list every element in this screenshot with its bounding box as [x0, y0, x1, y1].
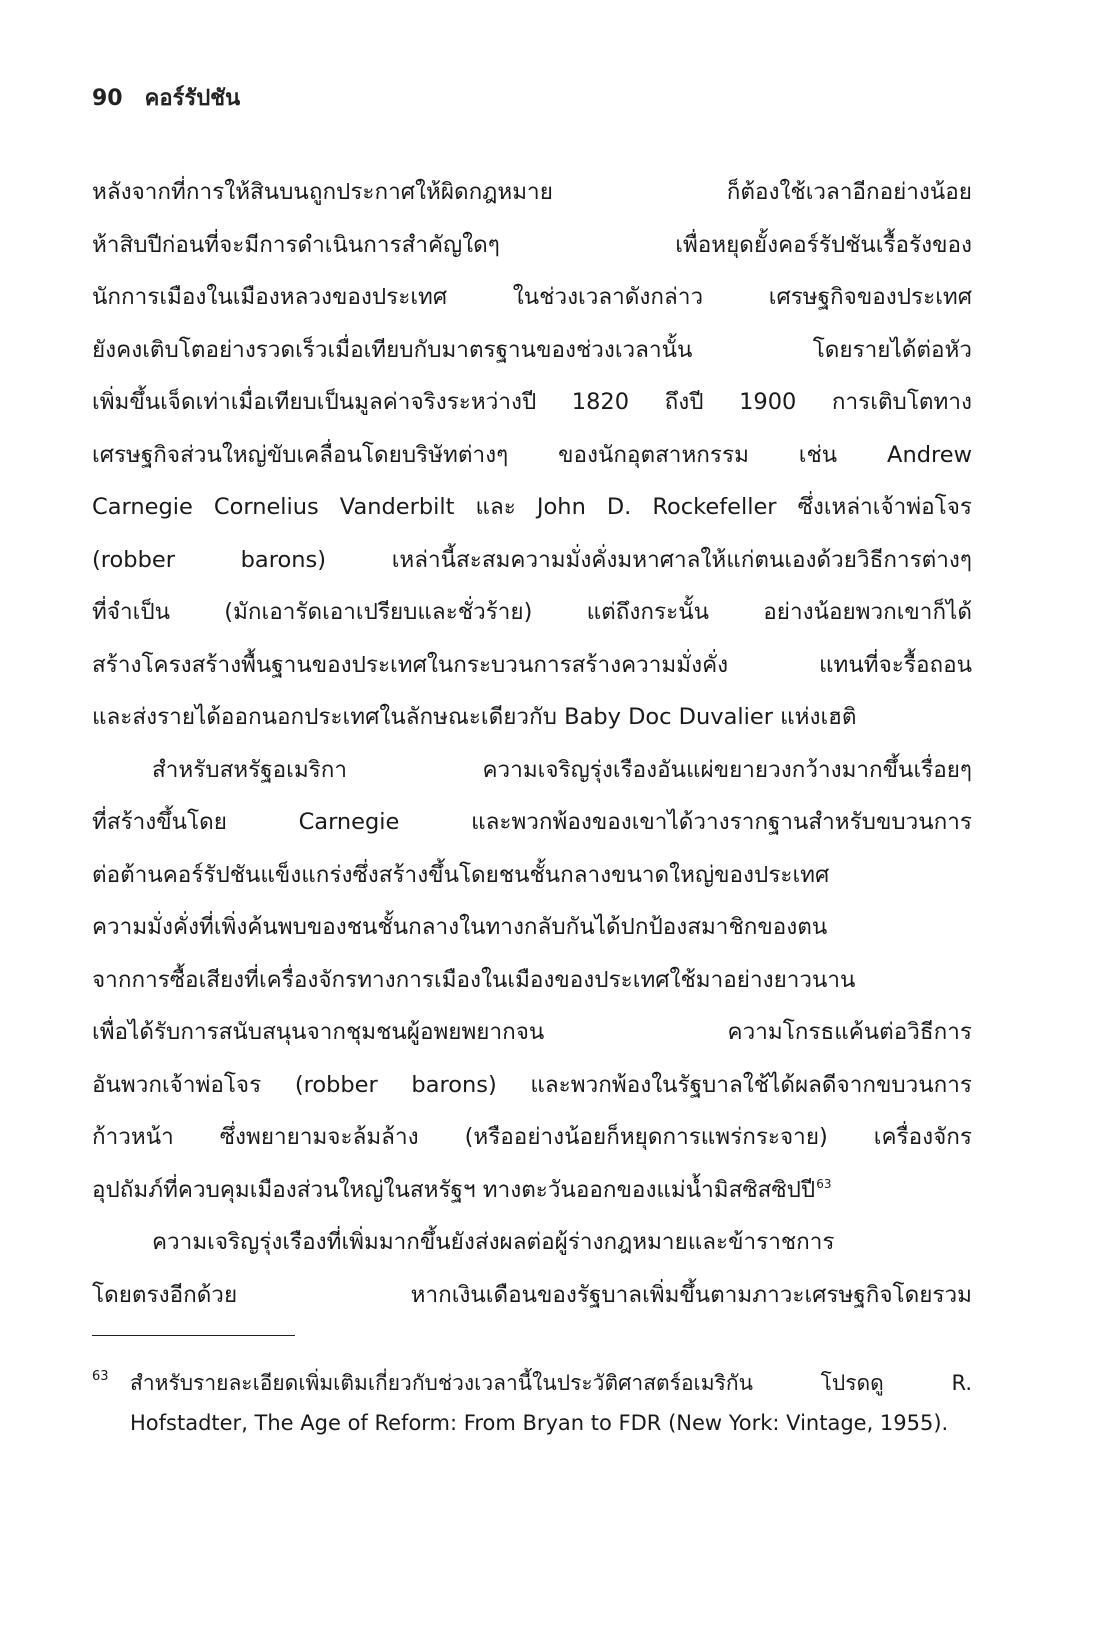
paragraph-1-line: และส่งรายได้ออกนอกประเทศในลักษณะเดียวกับ Baby Doc Duvalier แห่งเฮติ	[92, 704, 857, 730]
paragraph-1-line: Carnegie Cornelius Vanderbilt และ John D. Rockefeller ซึ่งเหล่าเจ้าพ่อโจร	[92, 494, 972, 520]
footnote-line: Hofstadter, The Age of Reform: From Bryan to FDR (New York: Vintage, 1955).	[130, 1411, 949, 1435]
paragraph-2-line: ต่อต้านคอร์รัปชันแข็งแกร่งซึ่งสร้างขึ้นโดยชนชั้นกลางขนาดใหญ่ของประเทศ	[92, 861, 830, 888]
paragraph-2-line: ความมั่งคั่งที่เพิ่งค้นพบของชนชั้นกลางในทางกลับกันได้ปกป้องสมาชิกของตน	[92, 914, 828, 940]
paragraph-1-line: (robber barons) เหล่านี้สะสมความมั่งคั่งมหาศาลให้แก่ตนเองด้วยวิธีการต่างๆ	[92, 546, 972, 573]
paragraph-1-line: ยังคงเติบโตอย่างรวดเร็วเมื่อเทียบกับมาตรฐานของช่วงเวลานั้น โดยรายได้ต่อหัว	[92, 336, 972, 363]
footnote-separator	[92, 1335, 295, 1336]
paragraph-3-line: ความเจริญรุ่งเรืองที่เพิ่มมากขึ้นยังส่งผลต่อผู้ร่างกฎหมายและข้าราชการ	[152, 1229, 835, 1255]
paragraph-2-line: ก้าวหน้า ซึ่งพยายามจะล้มล้าง (หรืออย่างน้อยก็หยุดการแพร่กระจาย) เครื่องจักร	[92, 1124, 972, 1150]
footnote	[92, 1363, 972, 1443]
page-header	[92, 80, 240, 115]
paragraph-1-line: ที่จำเป็น (มักเอารัดเอาเปรียบและชั่วร้าย) แต่ถึงกระนั้น อย่างน้อยพวกเขาก็ได้	[92, 599, 972, 625]
paragraph-2-line-text: อุปถัมภ์ที่ควบคุมเมืองส่วนใหญ่ในสหรัฐฯ ทางตะวันออกของแม่น้ำมิสซิสซิปปี	[92, 1176, 816, 1203]
paragraph-1-line: เศรษฐกิจส่วนใหญ่ขับเคลื่อนโดยบริษัทต่างๆ ของนักอุตสาหกรรม เช่น Andrew	[92, 441, 972, 468]
paragraph-2-last-line	[92, 1164, 972, 1217]
paragraph-2-line: ที่สร้างขึ้นโดย Carnegie และพวกพ้องของเขาได้วางรากฐานสำหรับขบวนการ	[92, 809, 972, 835]
footnote-line: สำหรับรายละเอียดเพิ่มเติมเกี่ยวกับช่วงเวลานี้ในประวัติศาสตร์อเมริกัน โปรดดู R.	[130, 1371, 972, 1395]
paragraph-1-line: สร้างโครงสร้างพื้นฐานของประเทศในกระบวนการสร้างความมั่งคั่ง แทนที่จะรื้อถอน	[92, 651, 972, 678]
paragraph-2-line: สำหรับสหรัฐอเมริกา ความเจริญรุ่งเรืองอันแผ่ขยายวงกว้างมากขึ้นเรื่อยๆ	[152, 756, 972, 783]
footnote-reference[interactable]: 63	[816, 1177, 832, 1191]
paragraph-2-line: อันพวกเจ้าพ่อโจร (robber barons) และพวกพ้องในรัฐบาลใช้ได้ผลดีจากขบวนการ	[92, 1071, 972, 1098]
body-text	[92, 166, 972, 1321]
paragraph-2-line: เพื่อได้รับการสนับสนุนจากชุมชนผู้อพยพยากจน ความโกรธแค้นต่อวิธีการ	[92, 1019, 972, 1045]
page-number: 90	[92, 86, 123, 111]
paragraph-1-line: หลังจากที่การให้สินบนถูกประกาศให้ผิดกฎหมาย ก็ต้องใช้เวลาอีกอย่างน้อย	[92, 179, 972, 205]
paragraph-2-line: จากการซื้อเสียงที่เครื่องจักรทางการเมืองในเมืองของประเทศใช้มาอย่างยาวนาน	[92, 966, 856, 993]
running-title: คอร์รัปชัน	[144, 86, 241, 111]
paragraph-1-line: เพิ่มขึ้นเจ็ดเท่าเมื่อเทียบเป็นมูลค่าจริงระหว่างปี 1820 ถึงปี 1900 การเติบโตทาง	[92, 389, 972, 415]
footnote-number: 63	[92, 1369, 109, 1384]
paragraph-3-line: โดยตรงอีกด้วย หากเงินเดือนของรัฐบาลเพิ่มขึ้นตามภาวะเศรษฐกิจโดยรวม	[92, 1281, 972, 1308]
paragraph-1-line: นักการเมืองในเมืองหลวงของประเทศ ในช่วงเวลาดังกล่าว เศรษฐกิจของประเทศ	[92, 284, 972, 310]
paragraph-1-line: ห้าสิบปีก่อนที่จะมีการดำเนินการสำคัญใดๆ เพื่อหยุดยั้งคอร์รัปชันเรื้อรังของ	[92, 231, 972, 258]
